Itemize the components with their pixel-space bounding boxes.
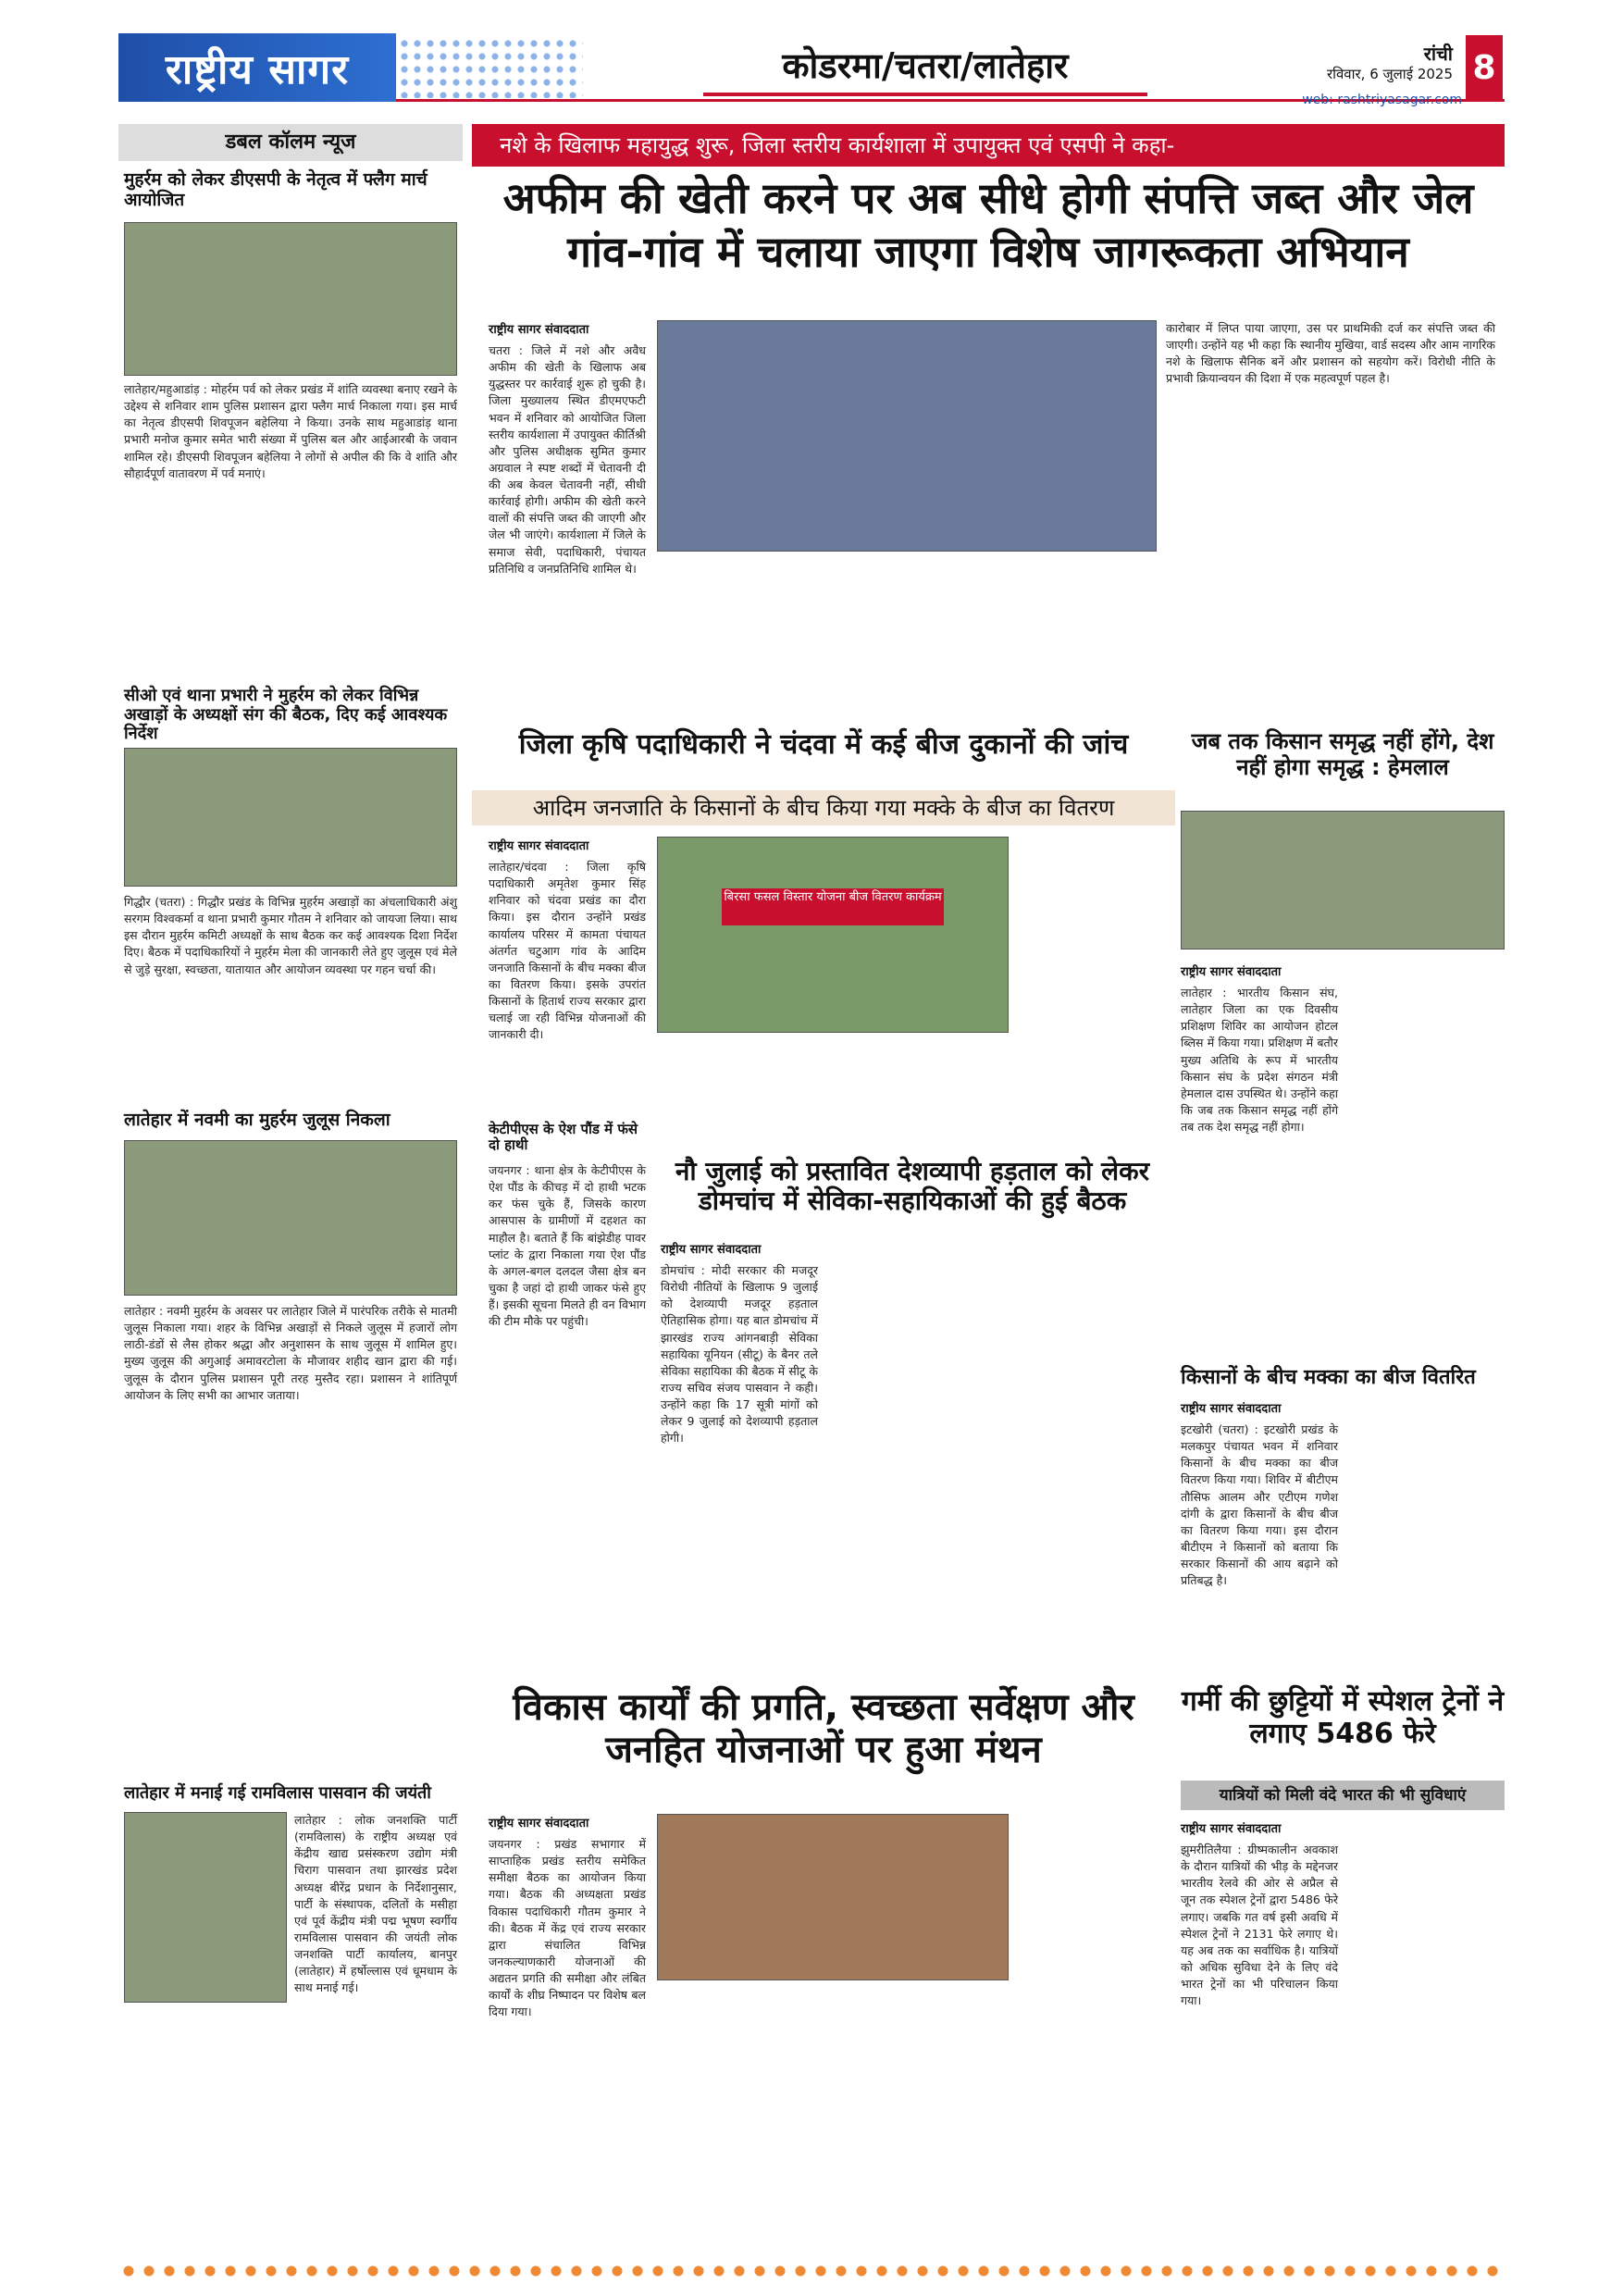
photo-flag-march xyxy=(124,222,457,376)
event-banner: बिरसा फसल विस्तार योजना बीज वितरण कार्यक्रम xyxy=(722,888,944,925)
byline: राष्ट्रीय सागर संवाददाता xyxy=(661,1243,762,1257)
story-headline: लातेहार में नवमी का मुहर्रम जुलूस निकला xyxy=(124,1110,390,1130)
story-headline: जिला कृषि पदाधिकारी ने चंदवा में कई बीज दुकानों की जांच xyxy=(518,728,1129,761)
story-headline: किसानों के बीच मक्का का बीज वितरित xyxy=(1181,1366,1476,1389)
story-body: कारोबार में लिप्त पाया जाएगा, उस पर प्राथमिकी दर्ज कर संपत्ति जब्त की जाएगी। उन्होंने यह भी कहा कि स्थानीय मुखिया, वार्ड सदस्य और आम नागरिक नशे के खिलाफ सैनिक बनें और प्रशासन को सहयोग करें। विरोधी नीति के प्रभावी क्रियान्वयन की दिशा में एक महत्वपूर्ण पहल है। xyxy=(1166,321,1495,386)
website-link[interactable]: web: rashtriyasagar.com xyxy=(1302,93,1462,107)
byline: राष्ट्रीय सागर संवाददाता xyxy=(1181,1822,1282,1836)
story-body: लातेहार/चंदवा : जिला कृषि पदाधिकारी अमृतेश कुमार सिंह शनिवार को चंदवा प्रखंड का दौरा किया। इस दौरान उन्होंने प्रखंड कार्यालय परिसर में कामता पंचायत अंतर्गत चटुआग गांव के आदिम जनजाति किसानों के बीच मक्का बीज का वितरण किया। इसके उपरांत किसानों के हितार्थ राज्य सरकार द्वारा चलाई जा रही विभिन्न योजनाओं की जानकारी दी। xyxy=(489,860,646,1042)
photo-review-meeting xyxy=(657,1814,1009,1980)
story-headline: नौ जुलाई को प्रस्तावित देशव्यापी हड़ताल को लेकर डोमचांच में सेविका-सहायिकाओं की हुई बैठक xyxy=(675,1156,1150,1217)
photo-procession xyxy=(124,1140,457,1296)
city: रांची xyxy=(1423,43,1453,65)
story-body: डोमचांच : मोदी सरकार की मजदूर विरोधी नीतियों के खिलाफ 9 जुलाई को देशव्यापी मजदूर हड़ताल ऐतिहासिक होगा। यह बात डोमचांच में झारखंड राज्य आंगनबाड़ी सेविका सहायिका यूनियन (सीटू) के बैनर तले सेविका सहायिका की बैठक में सीटू के राज्य सचिव संजय पासवान ने कही। उन्होंने कहा कि 17 सूत्री मांगों को लेकर 9 जुलाई को देशव्यापी हड़ताल होगी। xyxy=(661,1263,818,1446)
byline: राष्ट्रीय सागर संवाददाता xyxy=(489,839,589,853)
photo-meeting xyxy=(124,748,457,887)
byline: राष्ट्रीय सागर संवाददाता xyxy=(1181,965,1282,979)
story-headline: जब तक किसान समृद्ध नहीं होंगे, देश नहीं होगा समृद्ध : हेमलाल xyxy=(1191,728,1494,780)
story-body: लातेहार : भारतीय किसान संघ, लातेहार जिला का एक दिवसीय प्रशिक्षण शिविर का आयोजन होटल ब्लिस में किया गया। प्रशिक्षण में बतौर मुख्य अतिथि के रूप में भारतीय किसान संघ के प्रदेश संगठन मंत्री हेमलाल दास उपस्थित थे। उन्होंने कहा कि जब तक किसान समृद्ध नहीं होंगे तब तक देश समृद्ध नहीं होगा। xyxy=(1181,986,1338,1134)
story-body: जयनगर : प्रखंड सभागार में साप्ताहिक प्रखंड स्तरीय समेकित समीक्षा बैठक का आयोजन किया गया। बैठक की अध्यक्षता प्रखंड विकास पदाधिकारी गौतम कुमार ने की। बैठक में केंद्र एवं राज्य सरकार द्वारा संचालित विभिन्न जनकल्याणकारी योजनाओं की अद्यतन प्रगति की समीक्षा और लंबित कार्यों के शीघ्र निष्पादन पर विशेष बल दिया गया। xyxy=(489,1837,646,2019)
story-headline: सीओ एवं थाना प्रभारी ने मुहर्रम को लेकर विभिन्न अखाड़ों के अध्यक्षों संग की बैठक, दिए कई आवश्यक निर्देश xyxy=(124,686,448,744)
byline: राष्ट्रीय सागर संवाददाता xyxy=(489,1817,589,1831)
story-headline: लातेहार में मनाई गई रामविलास पासवान की जयंती xyxy=(124,1783,431,1803)
brand-logo: राष्ट्रीय सागर xyxy=(118,33,396,102)
story-body: लातेहार/महुआडांड़ : मोहर्रम पर्व को लेकर प्रखंड में शांति व्यवस्था बनाए रखने के उद्देश्य से शनिवार शाम पुलिस प्रशासन द्वारा फ्लैग मार्च निकाला गया। इस मार्च का नेतृत्व डीएसपी शिवपूजन बहेलिया ने किया। उनके साथ महुआडांड़ थाना प्रभारी मनोज कुमार समेत भारी संख्या में पुलिस बल और आईआरबी के जवान शामिल रहे। डीएसपी शिवपूजन बहेलिया ने लोगों से अपील की कि वे शांति और सौहार्दपूर्ण वातावरण में पर्व मनाएं। xyxy=(124,382,457,480)
story-body: जयनगर : थाना क्षेत्र के केटीपीएस के ऐश पौंड के कीचड़ में दो हाथी भटक कर फंस चुके हैं, जिसके कारण आसपास के ग्रामीणों में दहशत का माहौल है। बताते हैं कि बांझेडीह पावर प्लांट के द्वारा निकाला गया ऐश पौंड के अगल-बगल दलदल जैसा क्षेत्र बन चुका है जहां दो हाथी जाकर फंसे हुए हैं। इसकी सूचना मिलते ही वन विभाग की टीम मौके पर पहुंची। xyxy=(489,1163,646,1329)
photo-seed-distribution xyxy=(657,837,1009,1033)
story-headline: केटीपीएस के ऐश पौंड में फंसे दो हाथी xyxy=(489,1121,638,1154)
story-body: लातेहार : लोक जनशक्ति पार्टी (रामविलास) के राष्ट्रीय अध्यक्ष एवं केंद्रीय खाद्य प्रसंस्करण उद्योग मंत्री चिराग पासवान तथा झारखंड प्रदेश अध्यक्ष बीरेंद्र प्रधान के निर्देशानुसार, पार्टी के संस्थापक, दलितों के मसीहा एवं पूर्व केंद्रीय मंत्री पद्म भूषण स्वर्गीय रामविलास पासवान की जयंती लोक जनशक्ति पार्टी कार्यालय, बानपुर (लातेहार) में हर्षोल्लास एवं धूमधाम के साथ मनाई गई। xyxy=(294,1813,457,1995)
column-header: डबल कॉलम न्यूज xyxy=(118,124,463,161)
story-headline: मुहर्रम को लेकर डीएसपी के नेतृत्व में फ्लैग मार्च आयोजित xyxy=(124,169,427,210)
story-headline: विकास कार्यों की प्रगति, स्वच्छता सर्वेक्षण और जनहित योजनाओं पर हुआ मंथन xyxy=(513,1686,1134,1771)
story-subhead: यात्रियों को मिली वंदे भारत की भी सुविधाएं xyxy=(1181,1781,1505,1810)
story-body: गिद्धौर (चतरा) : गिद्धौर प्रखंड के विभिन्न मुहर्रम अखाड़ों का अंचलाधिकारी अंशु सरगम विश्वकर्मा व थाना प्रभारी कुमार गौतम ने शनिवार को जायजा लिया। साथ इस दौरान मुहर्रम कमिटी अध्यक्षों के साथ बैठक कर कई आवश्यक दिशा निर्देश दिए। बैठक में पदाधिकारियों ने मुहर्रम मेला की जानकारी लेते हुए जुलूस एवं मेले से जुड़े सुरक्षा, स्वच्छता, यातायात और आयोजन व्यवस्था पर गहन चर्चा की। xyxy=(124,895,457,976)
section-title: कोडरमा/चतरा/लातेहार xyxy=(703,41,1147,96)
story-body: इटखोरी (चतरा) : इटखोरी प्रखंड के मलकपुर पंचायत भवन में शनिवार किसानों के बीच मक्का का बीज वितरण किया गया। शिविर में बीटीएम तौसिफ आलम और एटीएम गणेश दांगी के द्वारा किसानों के बीच बीज का वितरण किया गया। इस दौरान बीटीएम ने किसानों को बताया कि सरकार किसानों की आय बढ़ाने को प्रतिबद्ध है। xyxy=(1181,1422,1338,1588)
byline: राष्ट्रीय सागर संवाददाता xyxy=(489,323,589,337)
footer-dots xyxy=(118,2262,1505,2280)
story-body: झुमरीतिलैया : ग्रीष्मकालीन अवकाश के दौरान यात्रियों की भीड़ के मद्देनजर भारतीय रेलवे की ओर से अप्रैल से जून तक स्पेशल ट्रेनों द्वारा 5486 फेरे लगाए। जबकि गत वर्ष इसी अवधि में स्पेशल ट्रेनों ने 2131 फेरे लगाए थे। यह अब तक का सर्वाधिक है। यात्रियों को अधिक सुविधा देने के लिए वंदे भारत ट्रेनों का भी परिचालन किया गया। xyxy=(1181,1843,1338,2008)
photo-kisan-sangh xyxy=(1181,811,1505,949)
kicker: नशे के खिलाफ महायुद्ध शुरू, जिला स्तरीय कार्यशाला में उपायुक्त एवं एसपी ने कहा- xyxy=(472,124,1505,167)
story-body: लातेहार : नवमी मुहर्रम के अवसर पर लातेहार जिले में पारंपरिक तरीके से मातमी जुलूस निकाला गया। शहर के विभिन्न अखाड़ों से निकले जुलूस में हजारों लोग लाठी-डंडों से लैस होकर श्रद्धा और अनुशासन के साथ जुलूस में शामिल हुए। मुख्य जुलूस की अगुआई अमावरटोला के मौजावर शहीद खान द्वारा की गई। जुलूस के दौरान पुलिस प्रशासन पूरी तरह मुस्तैद रहा। प्रशासन ने शांतिपूर्ण आयोजन के लिए सभी का आभार जताया। xyxy=(124,1304,457,1402)
story-body: चतरा : जिले में नशे और अवैध अफीम की खेती के खिलाफ अब युद्धस्तर पर कार्रवाई शुरू हो चुकी है। जिला मुख्यालय स्थित डीएमएफटी भवन में शनिवार को आयोजित जिला स्तरीय कार्यशाला में उपायुक्त कीर्तिश्री और पुलिस अधीक्षक सुमित कुमार अग्रवाल ने स्पष्ट शब्दों में चेतावनी दी की अब केवल चेतावनी नहीं, सीधी कार्रवाई होगी। अफीम की खेती करने वालों की संपत्ति जब्त की जाएगी और जेल भी जाएंगे। कार्यशाला में जिले के समाज सेवी, पदाधिकारी, पंचायत प्रतिनिधि व जनप्रतिनिधि शामिल थे। xyxy=(489,343,646,576)
story-headline: गर्मी की छुट्टियों में स्पेशल ट्रेनों ने लगाए 5486 फेरे xyxy=(1181,1685,1505,1750)
page-number: 8 xyxy=(1466,35,1503,100)
lead-headline: अफीम की खेती करने पर अब सीधे होगी संपत्ति जब्त और जेल गांव-गांव में चलाया जाएगा विशेष जागरूकता अभियान xyxy=(502,173,1474,277)
byline: राष्ट्रीय सागर संवाददाता xyxy=(1181,1402,1282,1416)
story-subhead: आदिम जनजाति के किसानों के बीच किया गया मक्के के बीज का वितरण xyxy=(472,790,1175,825)
photo-workshop xyxy=(657,320,1157,552)
masthead-pattern xyxy=(398,37,583,98)
photo-jayanti xyxy=(124,1812,287,2003)
date: रविवार, 6 जुलाई 2025 xyxy=(1326,66,1453,82)
